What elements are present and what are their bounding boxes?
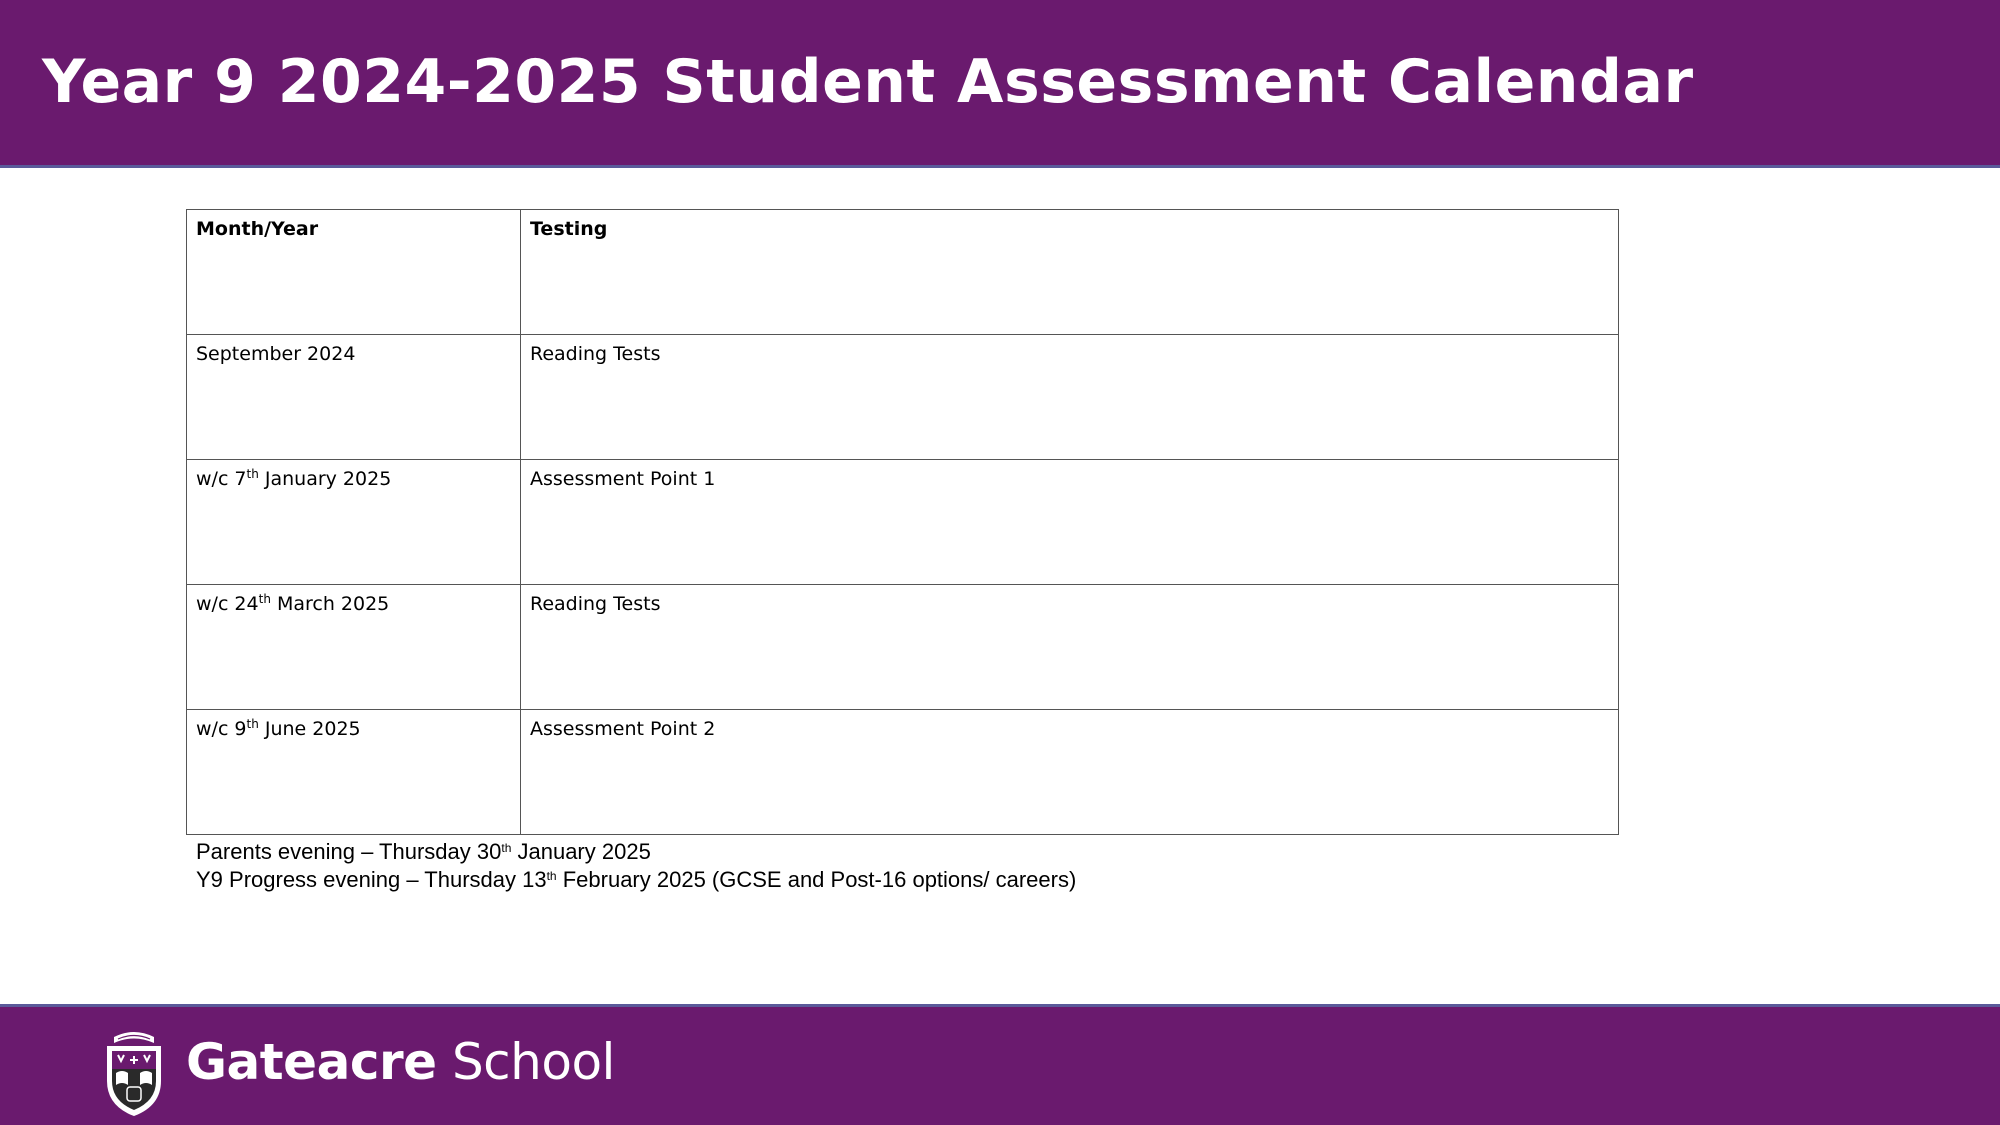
testing-cell: Reading Tests [521, 585, 1619, 710]
footer-bar [0, 1004, 2000, 1125]
month-cell [187, 585, 521, 710]
month-text: September 2024 [196, 343, 356, 365]
ordinal-suffix: th [258, 592, 271, 606]
month-cell [187, 335, 521, 460]
assessment-table [186, 209, 1619, 835]
ordinal-suffix: th [501, 841, 512, 855]
month-text: w/c 7 [196, 468, 247, 490]
page-title: Year 9 2024-2025 Student Assessment Calendar [42, 47, 1694, 117]
column-header-month: Month/Year [187, 210, 521, 335]
note-text: Y9 Progress evening – Thursday 13 [196, 867, 547, 892]
testing-cell: Assessment Point 2 [521, 710, 1619, 835]
ordinal-suffix: th [246, 467, 259, 481]
ordinal-suffix: th [546, 869, 557, 883]
note-text: February 2025 (GCSE and Post-16 options/ careers) [556, 867, 1077, 892]
table-header-row [187, 210, 1619, 335]
month-text: w/c 24 [196, 593, 259, 615]
month-text: w/c 9 [196, 718, 247, 740]
month-cell [187, 710, 521, 835]
school-name-logo [186, 1033, 615, 1091]
column-header-testing: Testing [521, 210, 1619, 335]
month-text: March 2025 [270, 593, 390, 615]
table-row [187, 335, 1619, 460]
month-text: June 2025 [258, 718, 361, 740]
school-crest-icon [100, 1025, 168, 1117]
school-name-bold: Gateacre [186, 1033, 437, 1091]
table-row [187, 460, 1619, 585]
note-text: January 2025 [511, 839, 651, 864]
month-text: January 2025 [258, 468, 392, 490]
school-name-light: School [436, 1033, 615, 1091]
month-cell [187, 460, 521, 585]
testing-cell: Reading Tests [521, 335, 1619, 460]
note-progress-evening [196, 866, 1076, 894]
testing-cell: Assessment Point 1 [521, 460, 1619, 585]
note-parents-evening [196, 838, 1076, 866]
table-row [187, 710, 1619, 835]
header-bar [0, 0, 2000, 168]
note-text: Parents evening – Thursday 30 [196, 839, 502, 864]
event-notes [196, 838, 1076, 894]
ordinal-suffix: th [246, 717, 259, 731]
table-row [187, 585, 1619, 710]
